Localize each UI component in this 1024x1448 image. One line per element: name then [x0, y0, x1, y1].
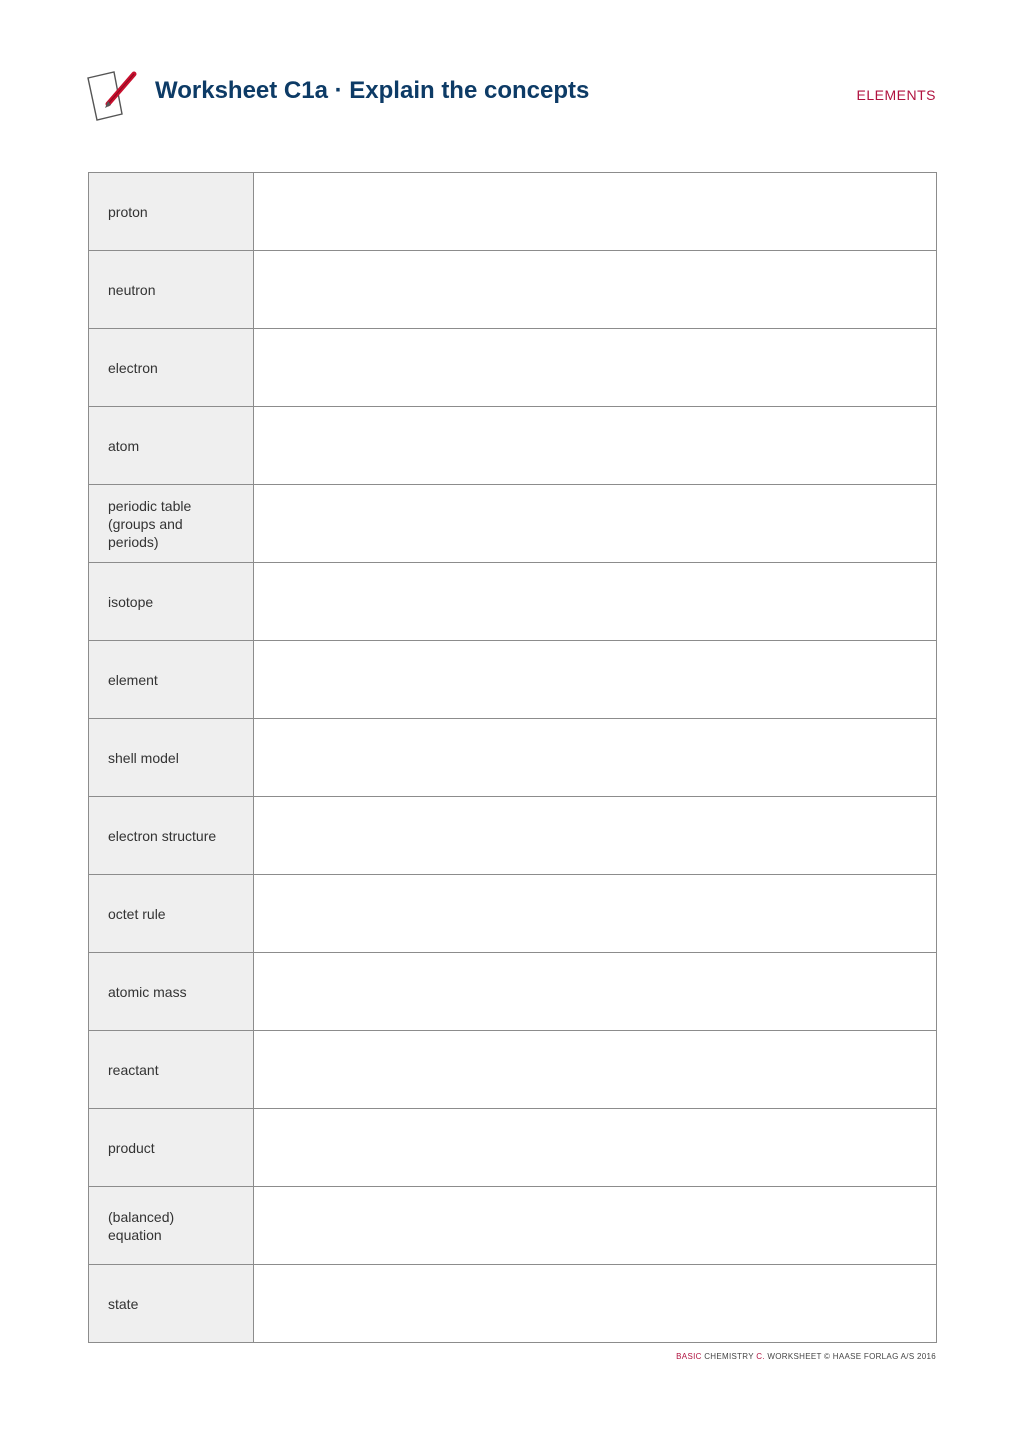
concept-answer-field[interactable] — [254, 641, 937, 719]
concept-answer-field[interactable] — [254, 329, 937, 407]
concept-row — [89, 485, 937, 563]
concept-term-label: octet rule — [108, 905, 166, 922]
concept-term-label: state — [108, 1295, 139, 1312]
concept-term-label: proton — [108, 203, 148, 220]
concept-term — [89, 719, 254, 797]
concept-term — [89, 329, 254, 407]
concept-answer-field[interactable] — [254, 173, 937, 251]
concept-term — [89, 485, 254, 563]
concept-term — [89, 173, 254, 251]
concept-term-label: electron structure — [108, 827, 217, 844]
concept-term-label: product — [108, 1139, 155, 1156]
concept-term-label: reactant — [108, 1061, 159, 1078]
concept-answer-field[interactable] — [254, 1187, 937, 1265]
concept-row — [89, 251, 937, 329]
concept-row — [89, 1031, 937, 1109]
page-title: Worksheet C1a · Explain the concepts — [155, 77, 590, 104]
concept-term — [89, 953, 254, 1031]
footer-basic: BASIC — [676, 1352, 702, 1361]
concept-answer-field[interactable] — [254, 953, 937, 1031]
concept-table — [88, 172, 937, 1343]
concept-answer-field[interactable] — [254, 407, 937, 485]
concept-answer-field[interactable] — [254, 1265, 937, 1343]
concept-answer-field[interactable] — [254, 797, 937, 875]
concept-row — [89, 953, 937, 1031]
concept-term — [89, 1265, 254, 1343]
concept-answer-field[interactable] — [254, 1031, 937, 1109]
concept-term-label: shell model — [108, 749, 179, 766]
concept-term-label: neutron — [108, 281, 156, 298]
concept-term-label: (balanced) equation — [108, 1208, 175, 1243]
concept-answer-field[interactable] — [254, 1109, 937, 1187]
concept-row — [89, 875, 937, 953]
concept-row — [89, 407, 937, 485]
concept-term-label: atomic mass — [108, 983, 187, 1000]
concept-term — [89, 407, 254, 485]
concept-term-label: element — [108, 671, 158, 688]
concept-term-label: isotope — [108, 593, 154, 610]
concept-row — [89, 641, 937, 719]
concept-row — [89, 1265, 937, 1343]
worksheet-pencil-icon — [86, 68, 140, 124]
concept-answer-field[interactable] — [254, 251, 937, 329]
concept-term — [89, 1031, 254, 1109]
footer-credit — [676, 1352, 936, 1361]
concept-term — [89, 1187, 254, 1265]
concept-row — [89, 719, 937, 797]
concept-term — [89, 251, 254, 329]
concept-answer-field[interactable] — [254, 719, 937, 797]
concept-term-label: electron — [108, 359, 158, 376]
concept-term — [89, 875, 254, 953]
section-label: ELEMENTS — [856, 87, 936, 103]
concept-term — [89, 641, 254, 719]
concept-term-label: periodic table (groups and periods) — [108, 497, 192, 550]
concept-answer-field[interactable] — [254, 563, 937, 641]
concept-row — [89, 563, 937, 641]
concept-term — [89, 1109, 254, 1187]
concept-term-label: atom — [108, 437, 140, 454]
concept-answer-field[interactable] — [254, 485, 937, 563]
concept-row — [89, 797, 937, 875]
footer-rest: WORKSHEET © HAASE FORLAG A/S 2016 — [764, 1352, 936, 1361]
concept-row — [89, 1187, 937, 1265]
footer-c: C. — [756, 1352, 765, 1361]
concept-row — [89, 329, 937, 407]
concept-answer-field[interactable] — [254, 875, 937, 953]
concept-row — [89, 1109, 937, 1187]
concept-term — [89, 797, 254, 875]
concept-term — [89, 563, 254, 641]
concept-row — [89, 173, 937, 251]
footer-chemistry: CHEMISTRY — [701, 1352, 757, 1361]
